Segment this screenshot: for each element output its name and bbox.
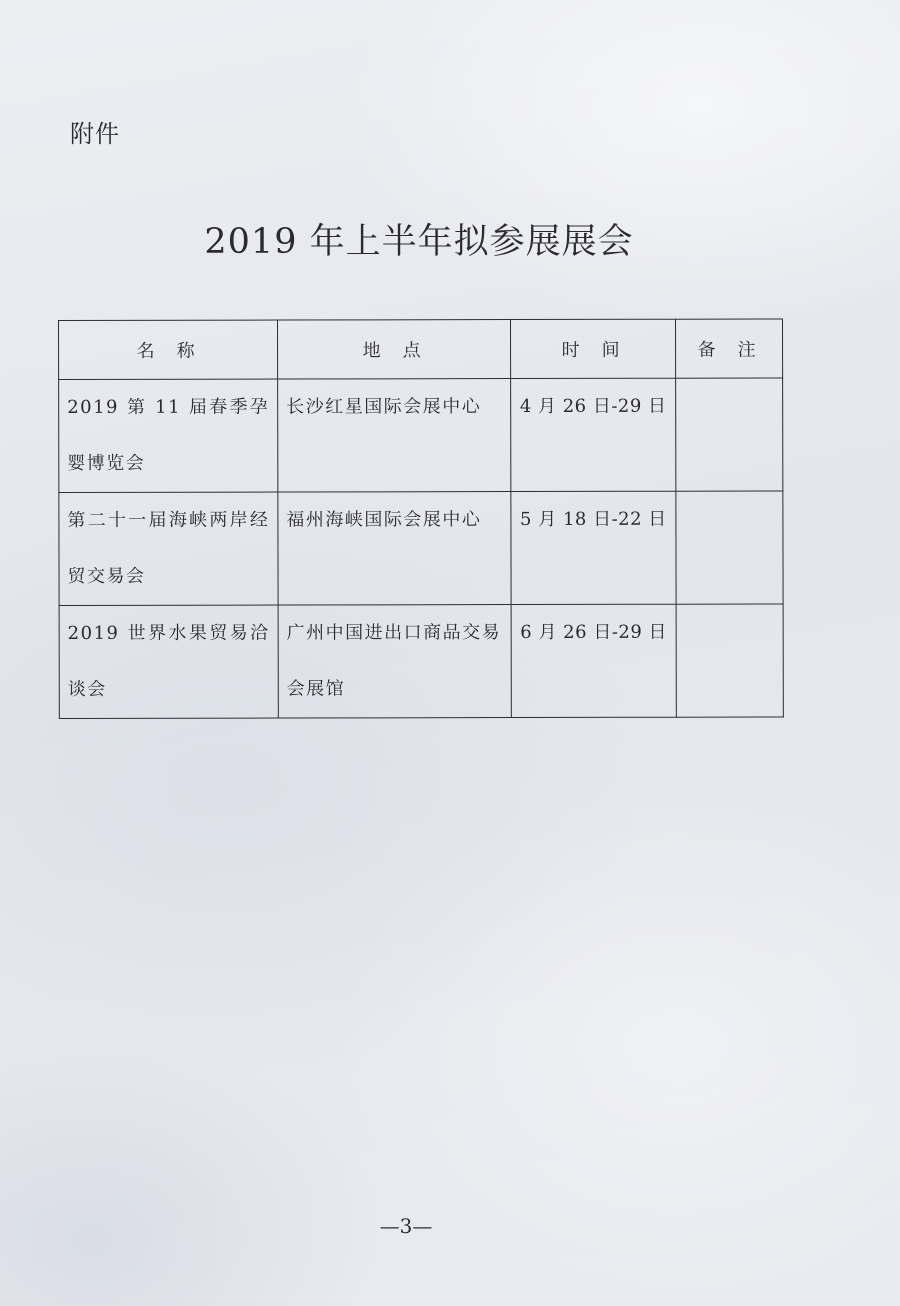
table-header-row <box>59 319 783 380</box>
header-note: 备注 <box>675 319 782 378</box>
header-time: 时间 <box>511 319 676 378</box>
table-row <box>59 378 783 493</box>
exhibition-note <box>676 604 783 717</box>
exhibition-location: 福州海峡国际会展中心 <box>278 492 511 605</box>
exhibition-name: 第二十一届海峡两岸经贸交易会 <box>59 492 278 605</box>
exhibition-time: 6 月 26 日-29 日 <box>511 604 676 717</box>
attachment-label: 附件 <box>70 120 120 148</box>
exhibition-time: 4 月 26 日-29 日 <box>511 378 676 491</box>
document-title: 2019 年上半年拟参展展会 <box>204 222 634 262</box>
exhibition-name: 2019 世界水果贸易洽谈会 <box>59 605 278 718</box>
exhibition-time: 5 月 18 日-22 日 <box>511 491 676 604</box>
exhibition-table <box>58 318 784 719</box>
header-location: 地点 <box>278 320 511 379</box>
page-number: —3— <box>379 1214 433 1238</box>
table-row <box>59 491 783 606</box>
exhibition-note <box>676 378 783 491</box>
table-row <box>59 604 783 719</box>
header-name: 名称 <box>59 320 278 379</box>
exhibition-location: 广州中国进出口商品交易会展馆 <box>278 605 511 718</box>
exhibition-location: 长沙红星国际会展中心 <box>278 379 511 492</box>
exhibition-note <box>676 491 783 604</box>
exhibition-name: 2019 第 11 届春季孕婴博览会 <box>59 379 278 492</box>
